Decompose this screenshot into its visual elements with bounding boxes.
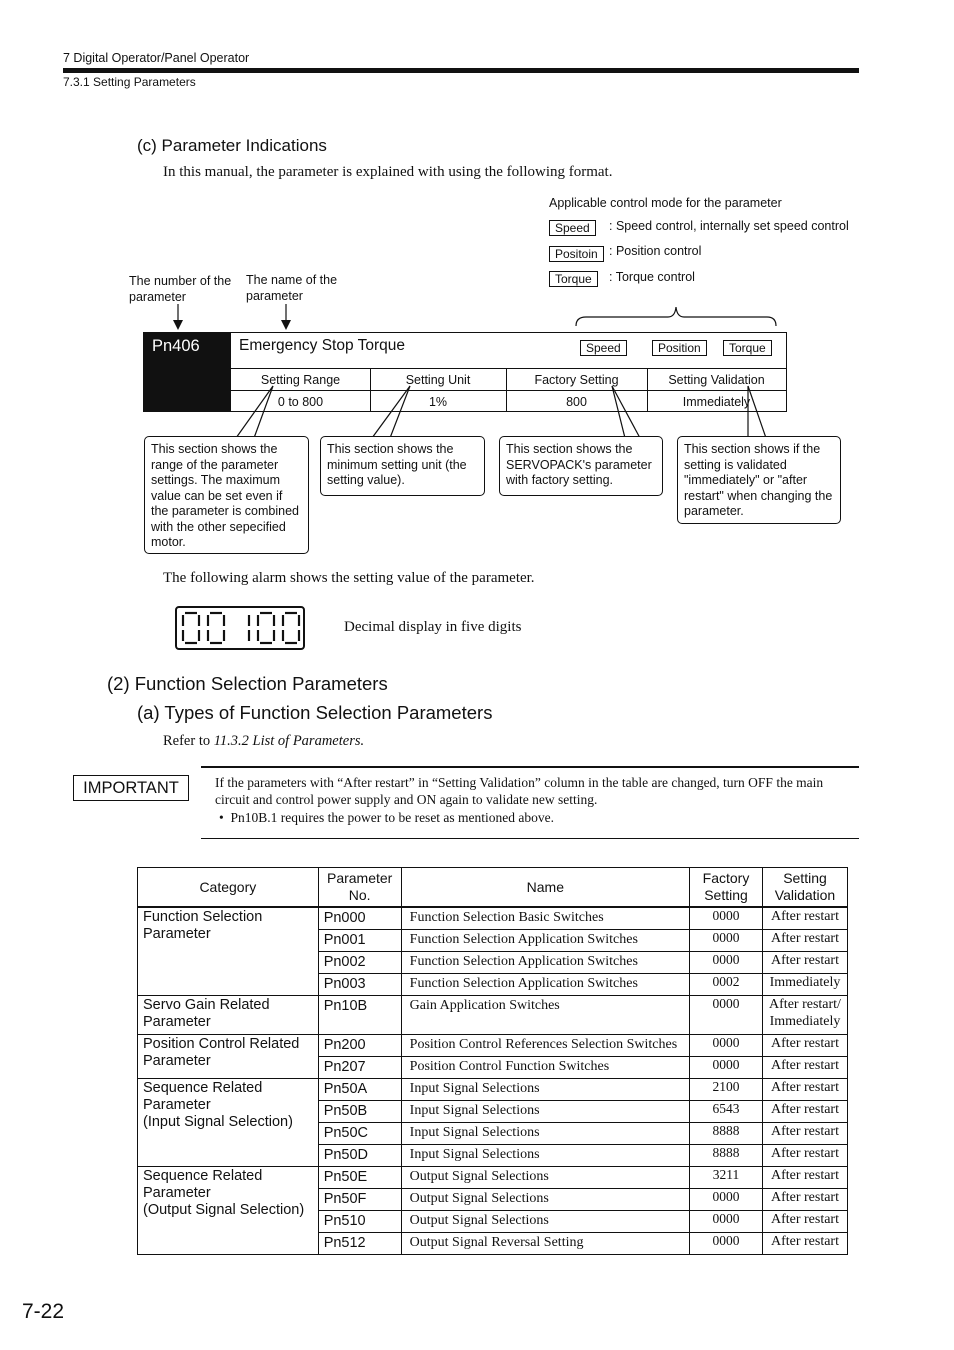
alarm-text: The following alarm shows the setting value of the parameter. [163,570,535,586]
param-validation: Immediately [762,974,847,996]
section-c-title: (c) Parameter Indications [137,136,327,155]
param-no: Pn50A [318,1079,401,1101]
param-validation: After restart [762,1101,847,1123]
param-name: Function Selection Application Switches [401,952,689,974]
category-cell: Function Selection Parameter [138,907,319,996]
param-factory: 0000 [690,907,763,930]
table-row [138,1079,848,1101]
param-factory: 0000 [690,1057,763,1079]
param-name: Function Selection Application Switches [401,974,689,996]
callout-setting-unit: This section shows the minimum setting unit (the setting value). [320,436,485,496]
param-name: Output Signal Selections [401,1167,689,1189]
param-name: Output Signal Selections [401,1189,689,1211]
parameter-number: Pn406 [152,337,200,355]
param-no: Pn512 [318,1233,401,1255]
param-factory: 0000 [690,952,763,974]
mode-box-speed: Speed [549,220,596,236]
param-validation: After restart [762,1035,847,1057]
table-row [138,1167,848,1189]
col-factory-setting: Factory Setting [534,373,619,387]
section-2a-title: (a) Types of Function Selection Parameters [137,702,493,723]
callout-setting-validation: This section shows if the setting is validated "immediately" or "after restart" when changing the parameter. [677,436,841,524]
col-setting-unit: Setting Unit [405,373,471,387]
table-row [138,1035,848,1057]
value-setting-unit: 1% [428,395,448,409]
param-no: Pn50C [318,1123,401,1145]
col-setting-range: Setting Range [260,373,341,387]
refer-link[interactable]: 11.3.2 List of Parameters. [213,733,365,749]
parameter-number-block [144,333,231,411]
param-no: Pn200 [318,1035,401,1057]
callout-setting-range: This section shows the range of the parameter settings. The maximum value can be set even if the parameter is combined with the other sepecified motor. [144,436,309,554]
param-name: Input Signal Selections [401,1123,689,1145]
refer-line [163,733,364,750]
param-validation: After restart [762,1211,847,1233]
param-validation: After restart [762,1189,847,1211]
param-validation: After restart [762,1167,847,1189]
param-name: Function Selection Application Switches [401,930,689,952]
header-category: Category [138,868,319,908]
callout-factory-setting: This section shows the SERVOPACK's parameter with factory setting. [499,436,663,496]
param-factory: 6543 [690,1101,763,1123]
param-factory: 0000 [690,996,763,1035]
arrow-down-icon [173,320,183,330]
table-row [138,907,848,930]
display-caption: Decimal display in five digits [344,619,522,635]
value-factory-setting: 800 [566,395,587,409]
arrow-down-icon [281,320,291,330]
mode-desc-speed: : Speed control, internally set speed control [609,219,849,233]
important-bullet-row [219,810,554,826]
param-validation: After restart [762,1145,847,1167]
table-row [138,996,848,1035]
param-factory: 0000 [690,930,763,952]
param-name: Position Control Function Switches [401,1057,689,1079]
param-name: Position Control References Selection Switches [401,1035,689,1057]
mode-desc-torque: : Torque control [609,270,695,284]
param-factory: 0000 [690,1211,763,1233]
important-bullet-text: Pn10B.1 requires the power to be reset as mentioned above. [230,810,555,825]
function-selection-table [137,867,848,1255]
param-factory: 0000 [690,1233,763,1255]
param-validation: After restart [762,1057,847,1079]
col-setting-validation: Setting Validation [668,373,765,387]
param-validation: After restart [762,952,847,974]
parameter-field-grid [231,368,786,412]
param-name: Input Signal Selections [401,1079,689,1101]
seven-segment-digits [177,608,303,648]
param-factory: 2100 [690,1079,763,1101]
page-number: 7-22 [22,1300,65,1323]
param-factory: 3211 [690,1167,763,1189]
param-validation: After restart/ Immediately [762,996,847,1035]
param-factory: 0002 [690,974,763,996]
param-no: Pn207 [318,1057,401,1079]
tag-speed: Speed [580,340,627,356]
param-name: Gain Application Switches [401,996,689,1035]
section-header: 7.3.1 Setting Parameters [63,75,196,89]
label-parameter-number: The number of the parameter [129,274,232,304]
param-validation: After restart [762,930,847,952]
header-setting-validation: Setting Validation [762,868,847,908]
param-no: Pn002 [318,952,401,974]
param-factory: 0000 [690,1035,763,1057]
mode-box-torque: Torque [549,271,598,287]
param-no: Pn50B [318,1101,401,1123]
seven-segment-display [175,606,305,650]
mode-desc-position: : Position control [609,244,702,258]
category-cell: Sequence Related Parameter (Output Signal Selection) [138,1167,319,1255]
header-parameter-no: Parameter No. [318,868,401,908]
bullet-icon: • [219,810,231,825]
param-name: Input Signal Selections [401,1101,689,1123]
param-validation: After restart [762,1079,847,1101]
important-bottom-rule [201,838,859,839]
param-validation: After restart [762,907,847,930]
param-factory: 8888 [690,1145,763,1167]
chapter-header: 7 Digital Operator/Panel Operator [63,51,250,65]
param-validation: After restart [762,1233,847,1255]
important-text: If the parameters with “After restart” in “Setting Validation” column in the table are changed, turn OFF the main circuit and control power supply and ON again to validate new setting. [215,775,824,807]
label-parameter-name: The name of the parameter [246,273,338,303]
mode-legend-title: Applicable control mode for the parameter [549,196,782,210]
parameter-format-box [143,332,787,412]
param-no: Pn50F [318,1189,401,1211]
param-no: Pn001 [318,930,401,952]
param-name: Function Selection Basic Switches [401,907,689,930]
param-factory: 8888 [690,1123,763,1145]
param-no: Pn003 [318,974,401,996]
param-no: Pn000 [318,907,401,930]
section-c-intro: In this manual, the parameter is explained with using the following format. [163,164,613,180]
value-setting-validation: Immediately [682,395,751,409]
section-2-title: (2) Function Selection Parameters [107,673,388,694]
tag-torque: Torque [723,340,772,356]
param-no: Pn10B [318,996,401,1035]
param-name: Output Signal Reversal Setting [401,1233,689,1255]
param-factory: 0000 [690,1189,763,1211]
tag-position: Position [652,340,707,356]
param-no: Pn50E [318,1167,401,1189]
param-validation: After restart [762,1123,847,1145]
category-cell: Position Control Related Parameter [138,1035,319,1079]
important-top-rule [201,766,859,768]
param-no: Pn50D [318,1145,401,1167]
category-cell: Sequence Related Parameter (Input Signal Selection) [138,1079,319,1167]
header-name: Name [401,868,689,908]
param-no: Pn510 [318,1211,401,1233]
parameter-name: Emergency Stop Torque [239,337,406,354]
header-factory-setting: Factory Setting [690,868,763,908]
mode-box-position: Positoin [549,246,604,262]
param-name: Output Signal Selections [401,1211,689,1233]
refer-prefix: Refer to [163,733,214,749]
value-setting-range: 0 to 800 [277,395,324,409]
important-label: IMPORTANT [73,775,189,801]
param-name: Input Signal Selections [401,1145,689,1167]
category-cell: Servo Gain Related Parameter [138,996,319,1035]
